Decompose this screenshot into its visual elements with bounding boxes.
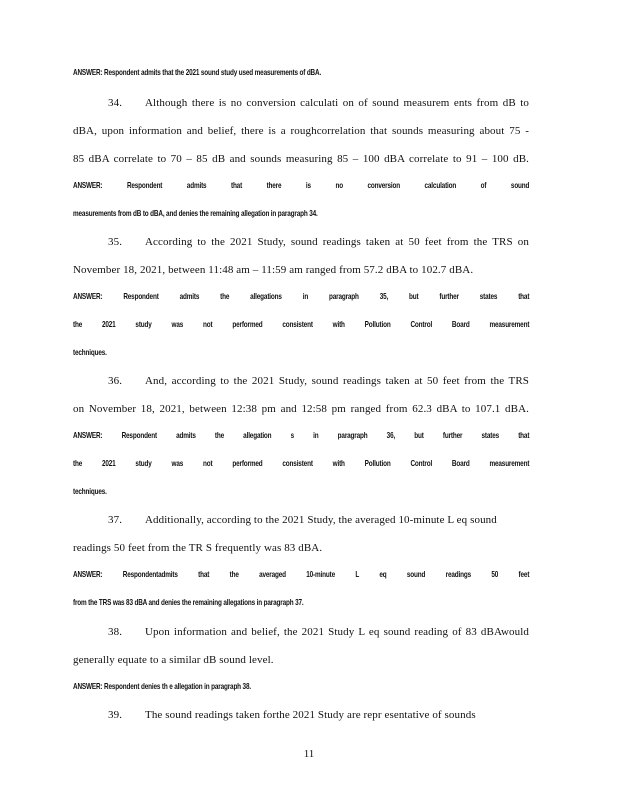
paragraph-number: 37. (108, 514, 123, 526)
paragraph-line: 85 dBA correlate to 70 – 85 dB and sounds measuring 85 – 100 dBA correlate to 91 – 100 dB. (73, 153, 529, 165)
paragraph-number: 36. (108, 375, 123, 387)
paragraph-number: 34. (108, 97, 123, 109)
answer-line: techniques. (73, 487, 107, 496)
answer-line: techniques. (73, 348, 107, 357)
answer-line: ANSWER: Respondent admits the allegations in paragraph 35, but further states that (73, 292, 530, 301)
paragraph-number: 38. (108, 626, 123, 638)
answer-line: ANSWER: Respondent admits that the 2021 sound study used measurements of dBA. (73, 68, 322, 77)
answer-line: ANSWER: Respondent admits that there is no conversion calculation of sound (73, 181, 530, 190)
answer-line: ANSWER: Respondent denies th e allegation in paragraph 38. (73, 682, 251, 691)
paragraph-first-line (108, 375, 529, 387)
answer-line: the 2021 study was not performed consistent with Pollution Control Board measurement (73, 459, 530, 468)
paragraph-line: November 18, 2021, between 11:48 am – 11:59 am ranged from 57.2 dBA to 102.7 dBA. (73, 264, 474, 276)
paragraph-number: 39. (108, 709, 123, 721)
paragraph-first-line (108, 236, 529, 248)
paragraph-first-line (108, 626, 529, 638)
answer-line: measurements from dB to dBA, and denies the remaining allegation in paragraph 34. (73, 209, 318, 218)
answer-line: from the TRS was 83 dBA and denies the remaining allegations in paragraph 37. (73, 598, 304, 607)
paragraph-text: According to the 2021 Study, sound readings taken at 50 feet from the TRS on (145, 236, 529, 248)
paragraph-line: generally equate to a similar dB sound level. (73, 654, 274, 666)
answer-line: the 2021 study was not performed consistent with Pollution Control Board measurement (73, 320, 530, 329)
paragraph-first-line (108, 514, 529, 526)
page-number: 11 (303, 748, 315, 760)
paragraph-text: Although there is no conversion calculati on of sound measurem ents from dB to (145, 97, 529, 109)
paragraph-number: 35. (108, 236, 123, 248)
answer-line: ANSWER: Respondent admits the allegation s in paragraph 36, but further states that (73, 431, 530, 440)
paragraph-first-line (108, 97, 529, 109)
paragraph-line: dBA, upon information and belief, there is a roughcorrelation that sounds measuring about 75 - (73, 125, 529, 137)
paragraph-text: The sound readings taken forthe 2021 Study are repr esentative of sounds (145, 709, 476, 721)
paragraph-text: Upon information and belief, the 2021 Study L eq sound reading of 83 dBAwould (145, 626, 529, 638)
answer-line: ANSWER: Respondentadmits that the averaged 10-minute L eq sound readings 50 feet (73, 570, 530, 579)
paragraph-line: on November 18, 2021, between 12:38 pm and 12:58 pm ranged from 62.3 dBA to 107.1 dBA. (73, 403, 529, 415)
paragraph-text: Additionally, according to the 2021 Study, the averaged 10-minute L eq sound (145, 514, 497, 526)
paragraph-text: And, according to the 2021 Study, sound readings taken at 50 feet from the TRS (145, 375, 529, 387)
paragraph-first-line (108, 709, 529, 721)
paragraph-line: readings 50 feet from the TR S frequently was 83 dBA. (73, 542, 323, 554)
